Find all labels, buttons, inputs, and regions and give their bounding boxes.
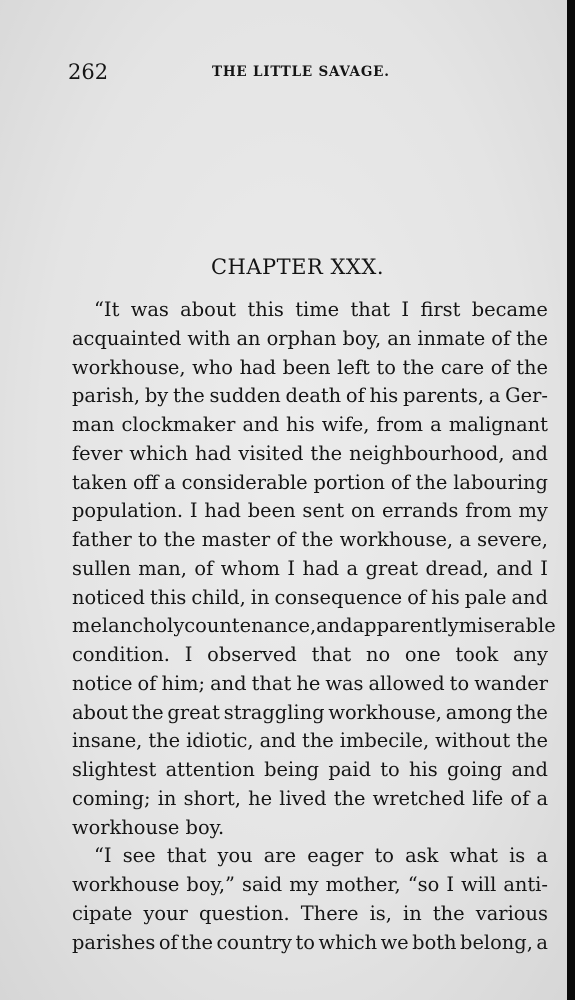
text-line: fever which had visited the neighbourhood, and <box>72 441 548 465</box>
body-text <box>72 296 556 957</box>
text-line: man clockmaker and his wife, from a malignant <box>72 413 548 436</box>
text-line: parishes of the country to which we both belong, a <box>72 930 548 954</box>
page-edge-shadow <box>567 0 575 1000</box>
text-line: acquainted with an orphan boy, an inmate of the <box>72 326 548 350</box>
text-line: cipate your question. There is, in the various <box>72 901 548 925</box>
text-line: notice of him; and that he was allowed to wander <box>72 671 548 695</box>
text-line: taken off a considerable portion of the labouring <box>72 470 548 494</box>
text-line: slightest attention being paid to his going and <box>72 758 548 781</box>
text-line: “It was about this time that I first became <box>94 298 548 321</box>
text-line: noticed this child, in consequence of his pale and <box>72 585 548 609</box>
text-line: melancholy countenance, and apparently miserable <box>72 614 556 638</box>
chapter-heading: CHAPTER XXX. <box>210 255 385 279</box>
text-line: workhouse, who had been left to the care of the <box>72 355 548 379</box>
text-line: father to the master of the workhouse, a severe, <box>72 528 548 551</box>
text-line: coming; in short, he lived the wretched life of a <box>72 786 548 810</box>
text-line: about the great straggling workhouse, among the <box>72 700 548 724</box>
text-line: workhouse boy,” said my mother, “so I will anti- <box>72 873 548 896</box>
page-number: 262 <box>68 60 109 84</box>
text-line: population. I had been sent on errands from my <box>72 499 548 523</box>
running-title: THE LITTLE SAVAGE. <box>212 64 390 80</box>
text-line: sullen man, of whom I had a great dread, and I <box>72 556 548 580</box>
text-line: parish, by the sudden death of his parents, a Ger- <box>72 384 548 408</box>
text-line: “I see that you are eager to ask what is a <box>94 844 548 868</box>
running-head <box>68 60 543 88</box>
text-line: workhouse boy. <box>72 815 225 839</box>
text-line: insane, the idiotic, and the imbecile, without the <box>72 729 548 753</box>
text-line: condition. I observed that no one took any <box>72 643 548 666</box>
